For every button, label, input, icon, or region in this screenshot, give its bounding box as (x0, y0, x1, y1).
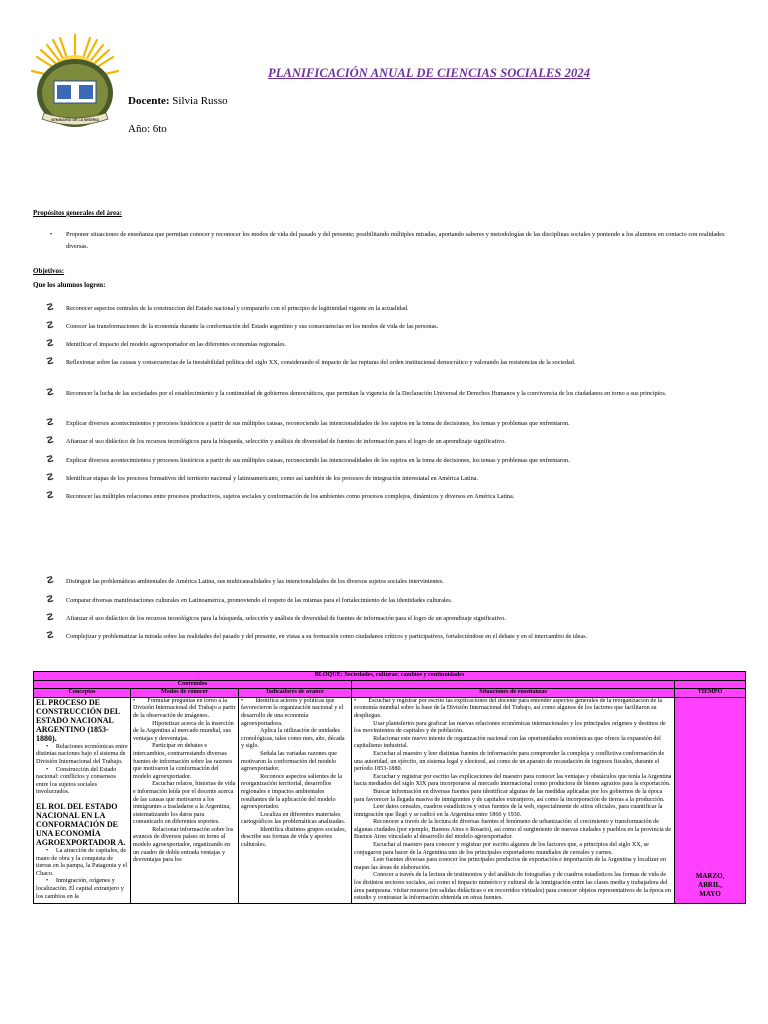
objetivo-item: ☡ Reconocer la lucha de las sociedades por el establecimiento y la continuidad de gobiernos democráticos, que permitan la vigencia de la Declaración Universal de Derechos Humanos y la convivencia de los ciudadanos en torno a sus principios. (46, 387, 667, 397)
tiempo-cell: MARZO, ABRIL, MAYO (675, 697, 746, 903)
objetivo-item: ☡ Reflexionar sobre las causas y consecuencias de la inestabilidad política del siglo XX, considerando el impacto de las rupturas del orden institucional democrático y valorando las resistencias de la sociedad. (46, 356, 576, 366)
list-item: • Identifica actores y políticas que favorecieron la organización nacional y el desarrollo de una economía agroexportadora. (241, 697, 344, 727)
col-tiempo: TIEMPO (675, 689, 746, 698)
contenidos-row (34, 680, 746, 689)
list-item: Escuchar al maestro para conocer y registrar por escrito algunos de los factores que, a principios del siglo XX, se conjugaron para hacer de la Argentina uno de los principales exportadores mundiales de cereales y carnes. (354, 842, 649, 856)
column-header-row (34, 689, 746, 698)
objetivo-item: ☡ Comparar diversas manifestaciones culturales en Latinoamérica, promoviendo el respeto de las mismas para el fortalecimiento de las identidades culturales. (46, 594, 453, 604)
school-logo (30, 33, 120, 133)
check-pen-icon: ☡ (46, 387, 55, 397)
objetivo-item: ☡ Identificar etapas de los procesos formativos del territorio nacional y latinoamericano, como así también de los procesos de integración interestatal en América Latina. (46, 472, 479, 482)
contenidos-header: Contenidos (34, 680, 352, 689)
list-item: • Inmigración, orígenes y localización. El capital extranjero y los cambios en la (36, 877, 124, 900)
list-item: Relacionar información sobre los avances de diversos países en torno al modelo agroexportador, organizando en un cuadro de doble entrada ventajas y desventajas para los (133, 826, 234, 864)
objetivos-subheading: Que los alumnos logren: (33, 281, 106, 289)
check-pen-icon: ☡ (46, 454, 55, 464)
objetivo-item: ☡ Identificar el impacto del modelo agroexportador en las diferentes economías regionales. (46, 338, 287, 348)
conceptos-cell: EL PROCESO DE CONSTRUCCIÓN DEL ESTADO NACIONAL ARGENTINO (1853-1880). • Relaciones económicas entre distintas naciones bajo el sistema de División Internacional del Trabajo. • Construcción del Estado nacional: conflictos y consensos entre los sujetos sociales involucrados. EL ROL DEL ESTADO NACIONAL EN LA CONFORMACIÓN DE UNA ECONOMÍA AGROEXPORTADOR A. • La atracción de capitales, de mano de obra y la conquista de tierras en la pampa, la Patagonia y el Chaco. • Inmigración, orígenes y localización. El capital extranjero y los cambios en la (34, 697, 131, 903)
situaciones-cell (352, 697, 675, 903)
list-item: • Construcción del Estado nacional: conflictos y consensos entre los sujetos sociales involucrados. (36, 765, 117, 796)
list-item: Conocer a través de la lectura de testimonios y del análisis de fotografías y de cuadros estadísticos las formas de vida de los distintos sectores sociales, así como el impacto numérico y cultural de la inmigración entre las clases media y trabajadora del área pampeana. visitar museos (en salidas didácticas o en recorridos virtuales) para conocer objetos representativos de la época en estudio y contrastar la información obtenida en otras fuentes. (354, 872, 671, 902)
list-item: Escuchar al maestro y leer distintas fuentes de información para comprender la compleja y conflictiva conformación de una autoridad, un ejército, un sistema legal y electoral, así como de un aparato de recaudación de ingresos fiscales, durante el período 1853-1880. (354, 750, 665, 773)
list-item: • Escuchar y registrar por escrito las explicaciones del docente para entender aspectos generales de la reorganización de la economía mundial sobre la base de la División Internacional del Trabajo, así como algunos de los factores que facilitaron su despliegue. (354, 697, 663, 719)
list-item: Hipotetizar acerca de la inserción de la Argentina al mercado mundial, sus ventajas y desventajas. (133, 720, 234, 742)
list-item: Leer fuentes diversas para conocer los principales productos de exportación e importación de la Argentina y localizar en mapas las áreas de elaboración. (354, 857, 666, 871)
svg-text:SEMINARIO DE LA MISERIA: SEMINARIO DE LA MISERIA (51, 118, 99, 122)
objetivo-item: ☡ Explicar diversos acontecimientos y procesos históricos a partir de sus múltiples causas, reconociendo las intencionalidades de los sujetos en la toma de decisiones, los temas y problemas que enfrentaron. (46, 417, 570, 427)
check-pen-icon: ☡ (46, 472, 55, 482)
list-item: • Formular preguntas en torno a la División Internacional del Trabajo a partir de la observación de imágenes. (133, 697, 236, 719)
check-pen-icon: ☡ (46, 490, 55, 500)
check-pen-icon: ☡ (46, 594, 55, 604)
col-indicadores: Indicadores de avance (239, 689, 352, 698)
proposito-item: • Proponer situaciones de enseñanza que permitan conocer y reconocer los modos de vida del pasado y del presente; posibilitando múltiples miradas, aportando saberes y metodologías de las disciplinas sociales y poniendo a los alumnos en contacto con realidades diversas. (50, 231, 725, 250)
col-conceptos: Conceptos (34, 689, 131, 698)
propositos-heading: Propósitos generales del área: (33, 209, 122, 217)
docente-label: Docente: (128, 95, 170, 107)
check-pen-icon: ☡ (46, 417, 55, 427)
objetivos-heading: Objetivos: (33, 267, 65, 275)
list-item: Señala las variadas razones que motivaron la conformación del modelo agroexportador. (241, 750, 337, 773)
list-item: Reconocer a través de la lectura de diversas fuentes el fenómeno de urbanización: el crecimiento y transformación de algunas ciudades (por ejemplo, Buenos Aires o Rosario), así como el surgimiento de nuevas ciudades y pueblos en la provincia de Buenos Aires vinculado al desarrollo del modelo agroexportador. (354, 819, 672, 841)
objetivo-item: ☡ Reconocer las múltiples relaciones entre procesos productivos, sujetos sociales y conformación de los ambientes como procesos complejos, dinámicos y diversos en América Latina. (46, 490, 515, 500)
bloque-row (34, 672, 746, 681)
objetivo-item: ☡ Reconocer aspectos centrales de la construccion del Estado nacional y compararlo con el principio de legitimidad vigente en la actualidad. (46, 302, 409, 312)
list-item: Usar planisferios para graficar las nuevas relaciones económicas internacionales y los principales orígenes y destinos de los movimientos de capitales y de población. (354, 720, 666, 735)
list-item: Participar en debates e intercambios, contrarrestando diversas fuentes de información sobre las razones que motivaron la conformación del modelo agroexportador. (133, 743, 233, 780)
list-item: • Relaciones económicas entre distintas naciones bajo el sistema de División Internacional del Trabajo. (36, 742, 128, 765)
list-item: Escuchar relatos, historias de vida e información leída por el docente acerca de las causas que motivaron a los inmigrantes a trasladarse a la Argentina, sistematizando los datos para comunicarlo en diferentes soportes. (133, 781, 236, 826)
modos-cell (131, 697, 239, 903)
list-item: Identifica distintos grupos sociales, describe sus formas de vida y aportes culturales. (241, 826, 347, 849)
planning-table (33, 671, 746, 904)
objetivo-item: ☡ Conocer las transformaciones de la economía durante la conformación del Estado argentino y sus consecuencias en los modos de vida de las personas. (46, 320, 439, 330)
objetivo-item: ☡ Afianzar el uso didáctico de los recursos tecnológicos para la búsqueda, selección y análisis de diversidad de fuentes de información para el logro de un aprendizaje significativo. (46, 435, 506, 445)
list-item: Buscar información en diversas fuentes para identificar algunas de las medidas aplicadas por los gobiernos de la época para favorecer la llegada masiva de inmigrantes y de capitales extranjeros, así como la incorporación de tierras a la producción. (354, 788, 665, 803)
bullet-icon: • (50, 231, 53, 238)
indicadores-cell (239, 697, 352, 903)
objetivo-item: ☡ Distinguir las problemáticas ambientales de América Latina, sus multicausalidades y las intencionalidades de los diversos sujetos sociales intervinientes. (46, 575, 444, 585)
page-title: PLANIFICACIÓN ANUAL DE CIENCIAS SOCIALES 2024 (268, 66, 591, 80)
objetivo-item: ☡ Explicar diversos acontecimientos y procesos históricos a partir de sus múltiples causas, reconociendo las intencionalidades de los sujetos en la toma de decisiones, los temas y problemas que enfrentaron. (46, 454, 570, 464)
objetivo-item: ☡ Complejizar y problematizar la mirada sobre las realidades del pasado y del presente, en vistas a su formación como ciudadanos críticos y participativos, fortaleciéndose en el debate y en el intercambio de ideas. (46, 630, 588, 640)
list-item: • La atracción de capitales, de mano de obra y la conquista de tierras en la pampa, la Patagonia y el Chaco. (36, 846, 128, 877)
list-item: Escuchar y registrar por escrito las explicaciones del maestro para conocer las ventajas y obstáculos que tenía la Argentina hacia mediados del siglo XIX para incorporarse al mercado internacional como productora de bienes agrarios para la exportación. (354, 773, 672, 788)
bloque-title: BLOQUE: Sociedades, culturas: cambios y continuidades (34, 672, 746, 681)
table-row (34, 697, 746, 903)
check-pen-icon: ☡ (46, 302, 55, 312)
list-item: Relacionar este nuevo intento de organización nacional con las oportunidades económicas que ofrece la expansión del capitalismo industrial. (354, 735, 661, 750)
check-pen-icon: ☡ (46, 320, 55, 330)
check-pen-icon: ☡ (46, 612, 55, 622)
list-item: Leer datos censales, cuadros estadísticos y otras fuentes de la web, especialmente de sitios oficiales, para cuantificar la inmigración que llegó y se radicó en la Argentina entre 1860 y 1930. (354, 804, 663, 818)
check-pen-icon: ☡ (46, 575, 55, 585)
check-pen-icon: ☡ (46, 338, 55, 348)
list-item: Localiza en diferentes materiales cartográficos las problemáticas analizadas. (241, 811, 346, 826)
list-item: Reconoce aspectos salientes de la reorganización territorial, desarrollos regionales e impactos ambientales resultantes de la aplicación del modelo agroexportador. (241, 773, 343, 811)
check-pen-icon: ☡ (46, 356, 55, 366)
docente-line (128, 95, 228, 107)
col-modos: Modos de conocer (131, 689, 239, 698)
col-situaciones: Situaciones de enseñanzas (352, 689, 675, 698)
check-pen-icon: ☡ (46, 630, 55, 640)
list-item: Aplica la utilización de unidades cronológicas, tales como mes, año, década y siglo. (241, 728, 345, 750)
objetivo-item: ☡ Afianzar el uso didáctico de los recursos tecnológicos para la búsqueda, selección y análisis de diversidad de fuentes de información para el logro de un aprendizaje significativo. (46, 612, 506, 622)
anio-line: Año: 6to (128, 123, 167, 135)
check-pen-icon: ☡ (46, 435, 55, 445)
docente-name: Silvia Russo (172, 95, 228, 107)
